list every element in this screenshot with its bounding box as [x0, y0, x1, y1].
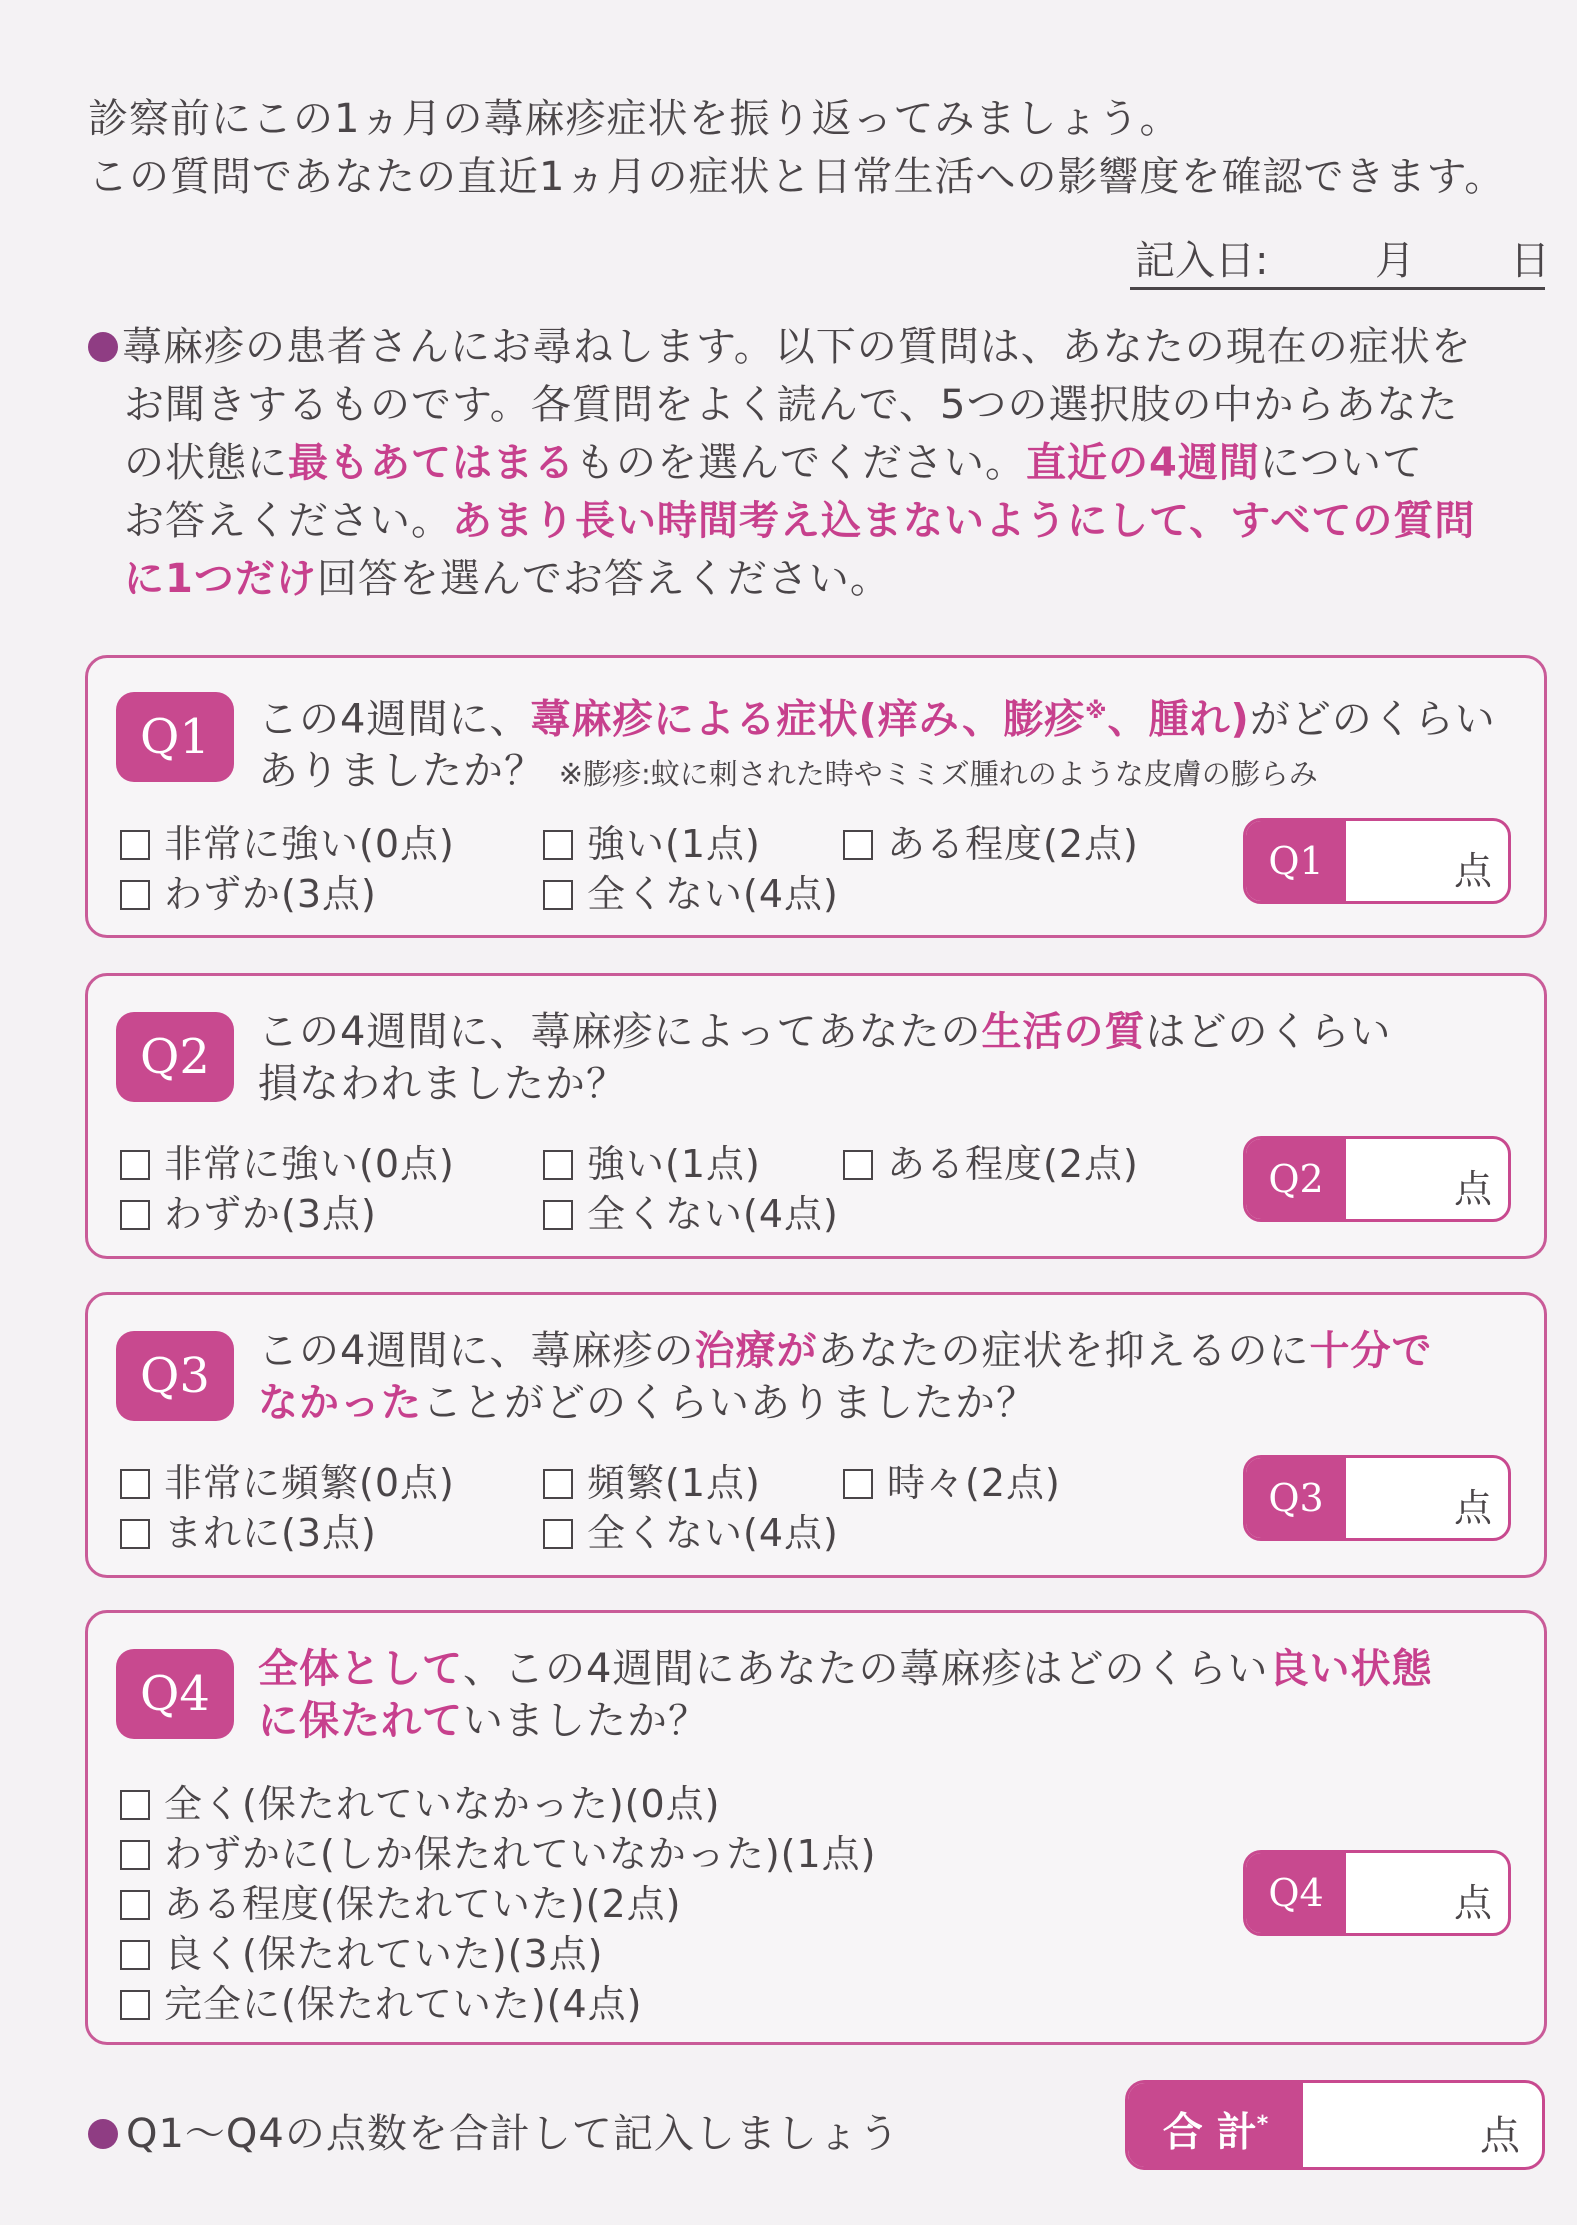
- q2-score-label: Q2: [1246, 1139, 1346, 1219]
- checkbox[interactable]: [120, 830, 150, 860]
- q1-option-0[interactable]: 非常に強い(0点): [120, 813, 455, 868]
- question-4-label: Q4: [116, 1649, 234, 1739]
- q2-option-2[interactable]: ある程度(2点): [843, 1133, 1139, 1188]
- q3-option-0[interactable]: 非常に頻繁(0点): [120, 1452, 455, 1507]
- q4-score-label: Q4: [1246, 1853, 1346, 1933]
- q2-option-0[interactable]: 非常に強い(0点): [120, 1133, 455, 1188]
- checkbox[interactable]: [543, 1200, 573, 1230]
- q2-score-field[interactable]: [1243, 1136, 1511, 1222]
- q3-option-4[interactable]: 全くない(4点): [543, 1502, 839, 1557]
- question-4-box: [85, 1610, 1547, 2045]
- checkbox[interactable]: [543, 1150, 573, 1180]
- question-1-note: ※膨疹:蚊に刺された時やミミズ腫れのような皮膚の膨らみ: [558, 757, 1318, 792]
- date-label: 記入日:: [1135, 238, 1269, 284]
- footer-instruction: Q1～Q4の点数を合計して記入しましょう: [88, 2102, 900, 2159]
- q3-option-3[interactable]: まれに(3点): [120, 1502, 377, 1557]
- bullet-icon: [88, 332, 118, 362]
- checkbox[interactable]: [120, 1790, 150, 1820]
- bullet-icon: [88, 2119, 118, 2149]
- q4-score-unit: 点: [1453, 1881, 1492, 1925]
- checkbox[interactable]: [120, 1200, 150, 1230]
- q4-option-4[interactable]: 完全に(保たれていた)(4点): [120, 1973, 642, 2028]
- question-2-text: この4週間に、蕁麻疹によってあなたの生活の質はどのくらい 損なわれましたか？: [258, 1009, 1392, 1107]
- q1-option-4[interactable]: 全くない(4点): [543, 863, 839, 918]
- q4-option-3[interactable]: 良く(保たれていた)(3点): [120, 1923, 603, 1978]
- checkbox[interactable]: [120, 880, 150, 910]
- intro-text: [88, 90, 1505, 206]
- checkbox[interactable]: [843, 1150, 873, 1180]
- q4-option-0[interactable]: 全く(保たれていなかった)(0点): [120, 1773, 720, 1828]
- question-1-text: この4週間に、蕁麻疹による症状(痒み、膨疹※、腫れ)がどのくらい ありましたか？ ※膨疹:蚊に刺された時やミミズ腫れのような皮膚の膨らみ: [258, 696, 1496, 795]
- checkbox[interactable]: [120, 1519, 150, 1549]
- q3-score-label: Q3: [1246, 1458, 1346, 1538]
- question-3-text: この4週間に、蕁麻疹の治療があなたの症状を抑えるのに十分で なかったことがどのくらいありましたか？: [258, 1328, 1433, 1426]
- q1-score-unit: 点: [1453, 849, 1492, 893]
- q1-option-2[interactable]: ある程度(2点): [843, 813, 1139, 868]
- q2-option-1[interactable]: 強い(1点): [543, 1133, 761, 1188]
- date-entry[interactable]: [1130, 225, 1550, 290]
- q1-option-3[interactable]: わずか(3点): [120, 863, 377, 918]
- question-3-box: [85, 1292, 1547, 1578]
- q1-score-label: Q1: [1246, 821, 1346, 901]
- q1-option-1[interactable]: 強い(1点): [543, 813, 761, 868]
- question-2-box: [85, 973, 1547, 1259]
- q4-score-field[interactable]: [1243, 1850, 1511, 1936]
- checkbox[interactable]: [843, 830, 873, 860]
- q2-option-3[interactable]: わずか(3点): [120, 1183, 377, 1238]
- total-score-field[interactable]: [1125, 2080, 1545, 2170]
- checkbox[interactable]: [120, 1990, 150, 2020]
- question-3-label: Q3: [116, 1331, 234, 1421]
- total-label: 合 計*: [1128, 2083, 1303, 2167]
- intro-line-2: この質問であなたの直近1ヵ月の症状と日常生活への影響度を確認できます。: [88, 154, 1506, 200]
- checkbox[interactable]: [120, 1890, 150, 1920]
- q3-score-unit: 点: [1453, 1486, 1492, 1530]
- q2-score-unit: 点: [1453, 1167, 1492, 1211]
- date-month: 月: [1375, 238, 1415, 284]
- q4-option-1[interactable]: わずかに(しか保たれていなかった)(1点): [120, 1823, 876, 1878]
- q4-option-2[interactable]: ある程度(保たれていた)(2点): [120, 1873, 681, 1928]
- checkbox[interactable]: [843, 1469, 873, 1499]
- total-unit: 点: [1480, 2113, 1520, 2159]
- q1-score-field[interactable]: [1243, 818, 1511, 904]
- checkbox[interactable]: [120, 1150, 150, 1180]
- checkbox[interactable]: [120, 1469, 150, 1499]
- checkbox[interactable]: [543, 1469, 573, 1499]
- date-day: 日: [1510, 238, 1550, 284]
- q2-option-4[interactable]: 全くない(4点): [543, 1183, 839, 1238]
- question-1-label: Q1: [116, 692, 234, 782]
- intro-line-1: 診察前にこの1ヵ月の蕁麻疹症状を振り返ってみましょう。: [88, 96, 1181, 142]
- question-4-text: 全体として、この4週間にあなたの蕁麻疹はどのくらい良い状態 に保たれていましたか？: [258, 1646, 1433, 1744]
- q3-score-field[interactable]: [1243, 1455, 1511, 1541]
- checkbox[interactable]: [543, 1519, 573, 1549]
- checkbox[interactable]: [543, 880, 573, 910]
- q3-option-1[interactable]: 頻繁(1点): [543, 1452, 761, 1507]
- q3-option-2[interactable]: 時々(2点): [843, 1452, 1061, 1507]
- checkbox[interactable]: [120, 1840, 150, 1870]
- checkbox[interactable]: [120, 1940, 150, 1970]
- question-1-box: [85, 655, 1547, 938]
- checkbox[interactable]: [543, 830, 573, 860]
- instructions: 蕁麻疹の患者さんにお尋ねします。以下の質問は、あなたの現在の症状を お聞きするものです。各質問をよく読んで、5つの選択肢の中からあなた の状態に最もあてはまるものを選んでください。直近の4週間について お答えください。あまり長い時間考え込まないようにして、すべての質問 に1つだけ回答を選んでお答えください。: [88, 318, 1558, 608]
- question-2-label: Q2: [116, 1012, 234, 1102]
